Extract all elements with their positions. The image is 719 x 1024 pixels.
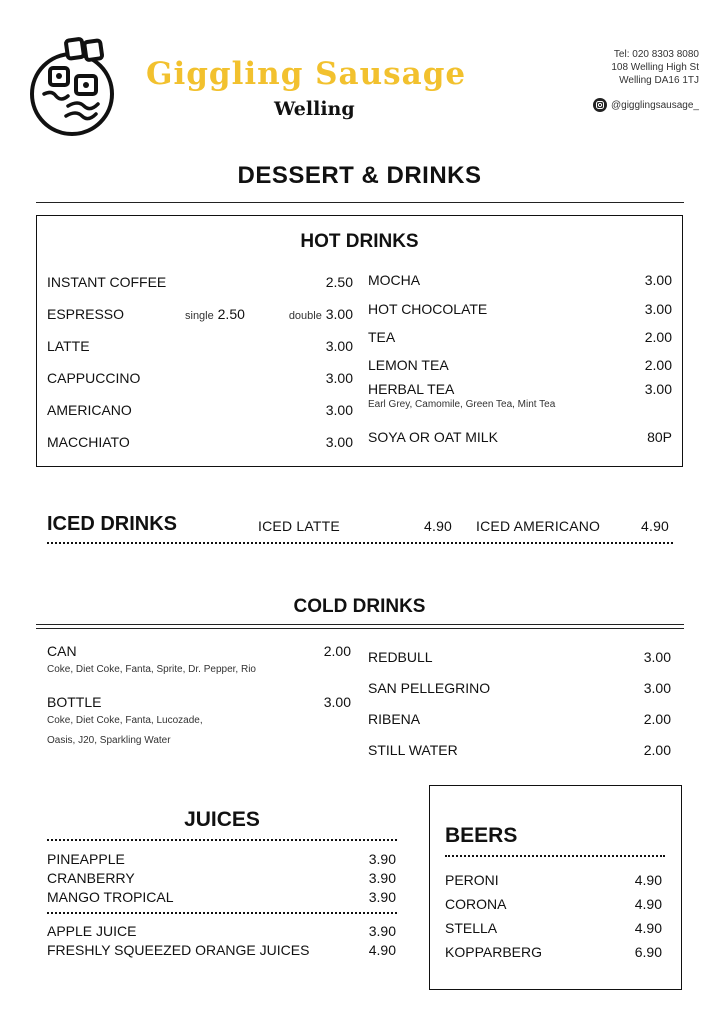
menu-item: LATTE 3.00 xyxy=(47,338,353,354)
menu-item: STILL WATER 2.00 xyxy=(368,741,671,758)
iced-drinks-title: ICED DRINKS xyxy=(47,513,178,535)
cold-right-column xyxy=(368,641,671,765)
menu-item: KOPPARBERG 6.90 xyxy=(445,944,662,960)
menu-price: 4.90 xyxy=(641,518,670,534)
brand-name: Giggling Sausage xyxy=(146,56,467,92)
instagram-handle[interactable] xyxy=(593,98,699,112)
title-divider xyxy=(36,202,684,203)
cold-drinks-title: COLD DRINKS xyxy=(293,596,426,617)
menu-item: CAPPUCCINO 3.00 xyxy=(47,370,353,386)
menu-item: TEA 2.00 xyxy=(368,329,672,345)
menu-item: PERONI 4.90 xyxy=(445,872,662,888)
contact-block xyxy=(611,48,699,87)
juices-group-2 xyxy=(47,921,396,959)
iced-divider xyxy=(47,542,673,544)
bottle-note-2: Oasis, J20, Sparkling Water xyxy=(47,735,171,746)
beers-title: BEERS xyxy=(445,824,518,847)
hot-right-column xyxy=(368,266,672,451)
phone-number: Tel: 020 8303 8080 xyxy=(613,49,699,60)
menu-item: INSTANT COFFEE 2.50 xyxy=(47,274,353,290)
cold-divider-2 xyxy=(36,628,684,629)
juices-divider-1 xyxy=(47,839,397,841)
menu-item-iced-latte: ICED LATTE xyxy=(258,518,340,534)
menu-item: RIBENA 2.00 xyxy=(368,710,671,727)
hot-left-column xyxy=(47,266,353,458)
menu-item: SOYA OR OAT MILK 80P xyxy=(368,429,672,445)
menu-item: CAN 2.00 xyxy=(47,642,351,659)
can-note: Coke, Diet Coke, Fanta, Sprite, Dr. Pepper, Rio xyxy=(47,664,256,675)
hot-drinks-title: HOT DRINKS xyxy=(300,231,419,252)
menu-item: MANGO TROPICAL 3.90 xyxy=(47,888,396,905)
instagram-icon xyxy=(593,98,607,112)
herbal-tea-note: Earl Grey, Camomile, Green Tea, Mint Tea xyxy=(368,399,556,410)
menu-item: AMERICANO 3.00 xyxy=(47,402,353,418)
menu-item: HERBAL TEA 3.00 xyxy=(368,381,672,397)
menu-price: 4.90 xyxy=(424,518,453,534)
address-line-1: 108 Welling High St xyxy=(611,62,699,73)
address-line-2: Welling DA16 1TJ xyxy=(619,75,699,86)
menu-item: PINEAPPLE 3.90 xyxy=(47,850,396,867)
menu-item: MOCHA 3.00 xyxy=(368,272,672,288)
menu-item: BOTTLE 3.00 xyxy=(47,693,351,710)
menu-item: FRESHLY SQUEEZED ORANGE JUICES 4.90 xyxy=(47,941,396,958)
menu-item: CRANBERRY 3.90 xyxy=(47,869,396,886)
menu-item-espresso: ESPRESSO single 2.50 double 3.00 xyxy=(47,306,353,322)
menu-item: HOT CHOCOLATE 3.00 xyxy=(368,300,672,317)
juices-group-1 xyxy=(47,849,396,906)
cold-divider-1 xyxy=(36,624,684,625)
instagram-text: @gigglingsausage_ xyxy=(611,99,699,111)
menu-item: CORONA 4.90 xyxy=(445,896,662,912)
page-title: DESSERT & DRINKS xyxy=(237,162,482,189)
menu-item-iced-americano: ICED AMERICANO xyxy=(476,518,601,534)
menu-item: LEMON TEA 2.00 xyxy=(368,357,672,373)
beers-divider xyxy=(445,855,665,857)
menu-item: APPLE JUICE 3.90 xyxy=(47,922,396,939)
beers-list xyxy=(445,868,662,964)
brand-location: Welling xyxy=(274,98,355,120)
menu-item: MACCHIATO 3.00 xyxy=(47,434,353,450)
juices-title: JUICES xyxy=(184,808,260,831)
menu-item: STELLA 4.90 xyxy=(445,920,662,936)
bottle-note-1: Coke, Diet Coke, Fanta, Lucozade, xyxy=(47,715,203,726)
menu-item: SAN PELLEGRINO 3.00 xyxy=(368,679,671,696)
juices-divider-2 xyxy=(47,912,397,914)
logo-icon xyxy=(28,32,124,136)
cold-left-column xyxy=(47,641,351,746)
menu-item: REDBULL 3.00 xyxy=(368,648,671,665)
